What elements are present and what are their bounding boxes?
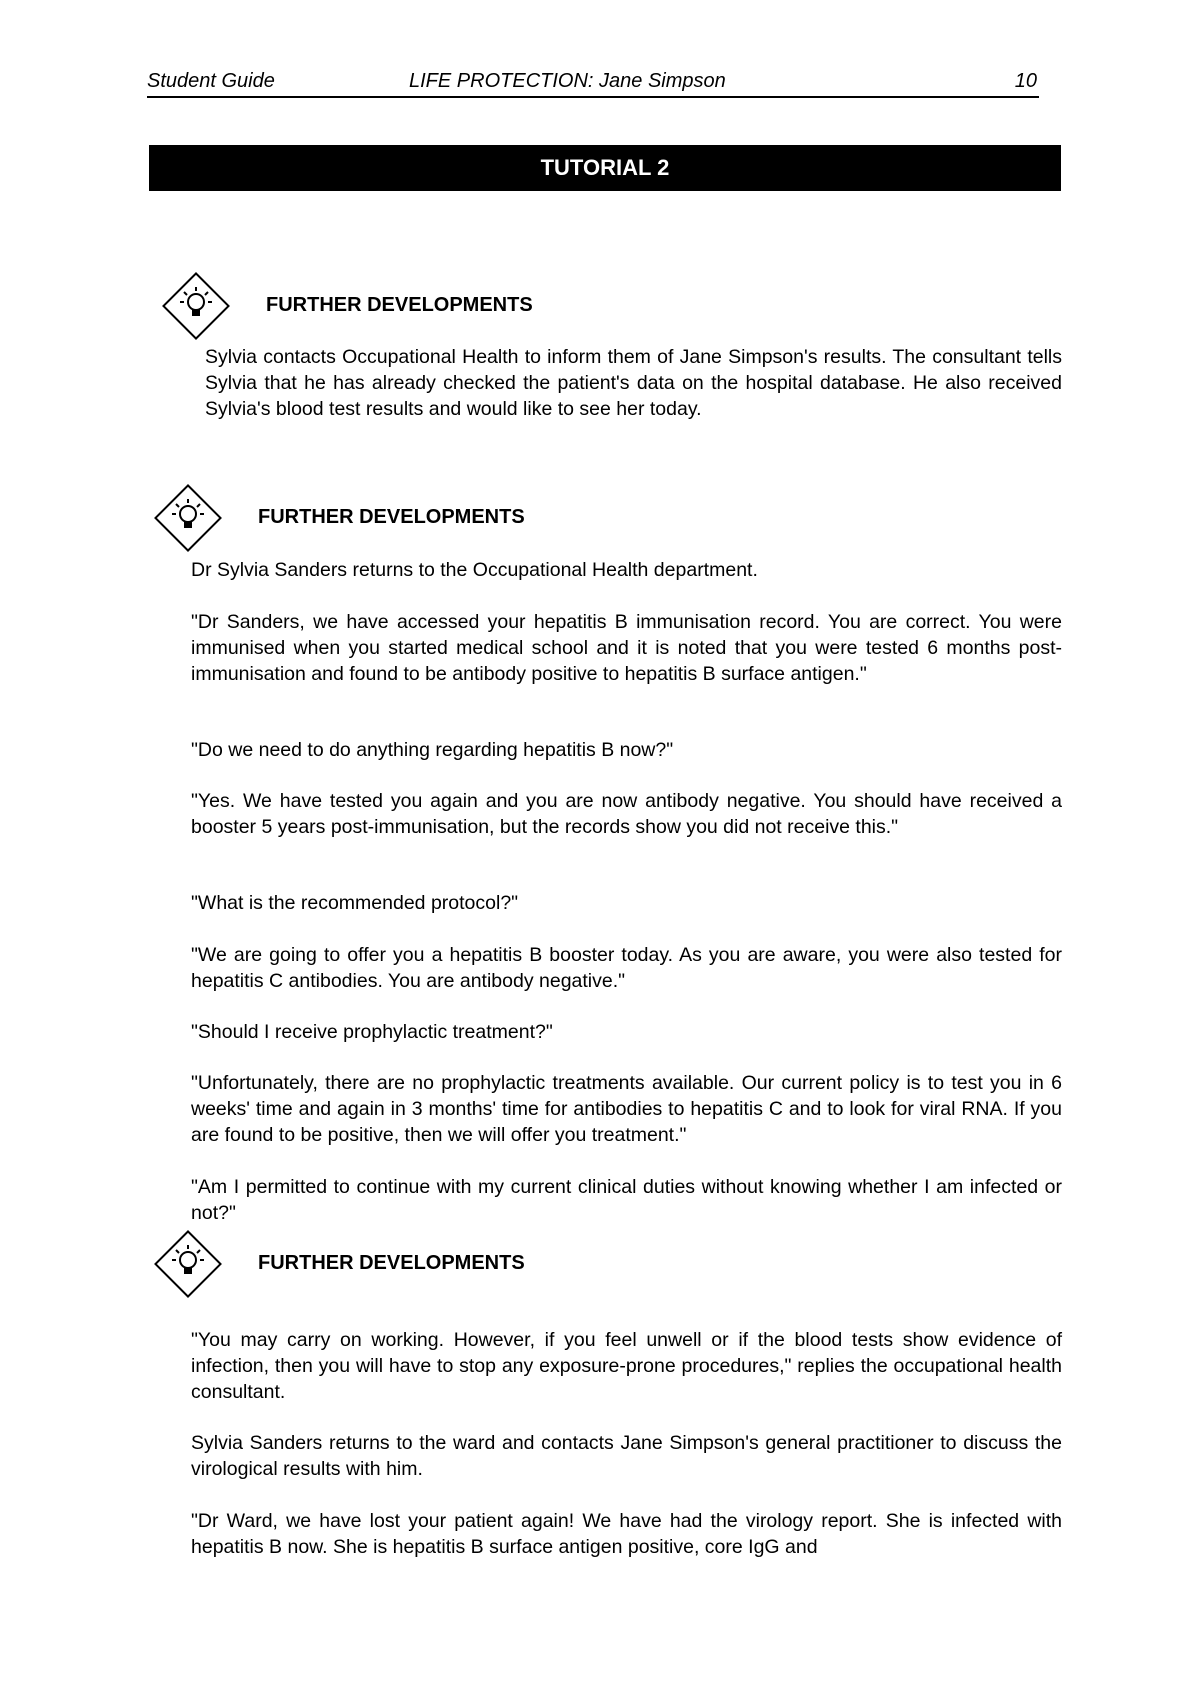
paragraph: "We are going to offer you a hepatitis B booster today. As you are aware, you were also tested for hepatitis C antibodies. You are antibody negative."	[191, 944, 1062, 992]
lightbulb-icon	[152, 482, 224, 554]
paragraph: "Yes. We have tested you again and you are now antibody negative. You should have received a booster 5 years post-immunisation, but the records show you did not receive this."	[191, 790, 1062, 838]
paragraph: "Do we need to do anything regarding hepatitis B now?"	[191, 739, 674, 761]
page-number: 10	[1014, 70, 1037, 92]
section-title: FURTHER DEVELOPMENTS	[258, 506, 525, 528]
paragraph: Sylvia contacts Occupational Health to inform them of Jane Simpson's results. The consultant tells Sylvia that he has already checked the patient's data on the hospital database. He also received Sylvia's blood test results and would like to see her today.	[205, 346, 1062, 420]
paragraph: "Dr Ward, we have lost your patient again! We have had the virology report. She is infected with hepatitis B now. She is hepatitis B surface antigen positive, core IgG and	[191, 1510, 1062, 1558]
paragraph: Dr Sylvia Sanders returns to the Occupational Health department.	[191, 559, 758, 581]
paragraph: Sylvia Sanders returns to the ward and contacts Jane Simpson's general practitioner to discuss the virological results with him.	[191, 1432, 1062, 1480]
paragraph: "Should I receive prophylactic treatment?"	[191, 1021, 553, 1043]
lightbulb-icon	[160, 270, 232, 342]
header-guide-label: Student Guide	[147, 70, 275, 92]
page-header	[147, 70, 1039, 98]
paragraph: "Unfortunately, there are no prophylactic treatments available. Our current policy is to test you in 6 weeks' time and again in 3 months' time for antibodies to hepatitis C and to look for viral RNA. If you are found to be positive, then we will offer you treatment."	[191, 1072, 1062, 1146]
paragraph: "You may carry on working. However, if you feel unwell or if the blood tests show evidence of infection, then you will have to stop any exposure-prone procedures," replies the occupational health consultant.	[191, 1329, 1062, 1403]
header-title: LIFE PROTECTION: Jane Simpson	[409, 70, 726, 92]
lightbulb-icon	[152, 1228, 224, 1300]
section-title: FURTHER DEVELOPMENTS	[258, 1252, 525, 1274]
section-title: FURTHER DEVELOPMENTS	[266, 294, 533, 316]
paragraph: "Dr Sanders, we have accessed your hepatitis B immunisation record. You are correct. You were immunised when you started medical school and it is noted that you were tested 6 months post-immunisation and found to be antibody positive to hepatitis B surface antigen."	[191, 611, 1062, 685]
tutorial-banner: TUTORIAL 2	[149, 145, 1061, 191]
paragraph: "Am I permitted to continue with my current clinical duties without knowing whether I am infected or not?"	[191, 1176, 1062, 1224]
paragraph: "What is the recommended protocol?"	[191, 892, 519, 914]
